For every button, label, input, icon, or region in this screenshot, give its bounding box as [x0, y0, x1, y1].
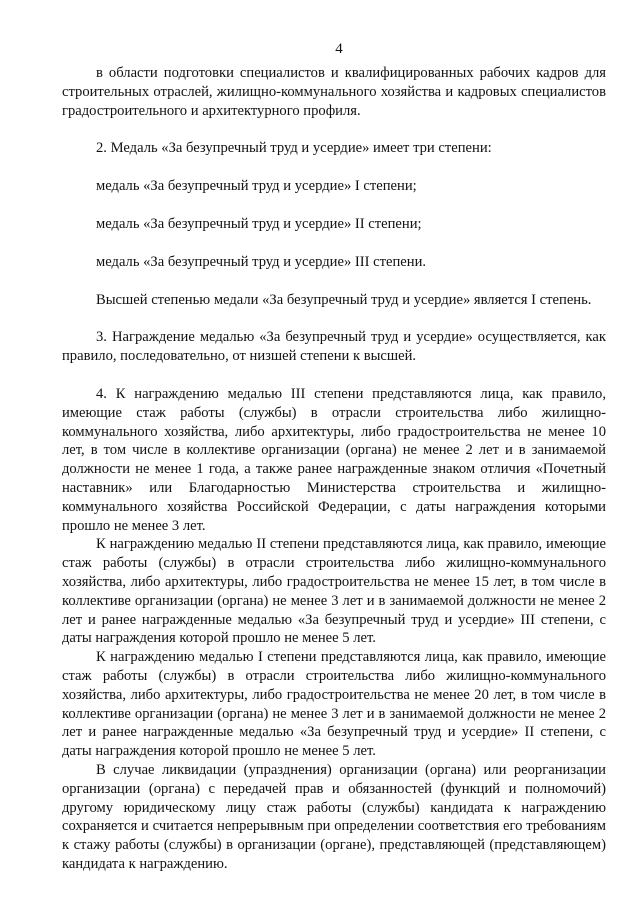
paragraph-highest-degree: Высшей степенью медали «За безупречный труд и усердие» является I степень. — [96, 291, 592, 308]
paragraph-degree-1: медаль «За безупречный труд и усердие» I степени; — [96, 178, 417, 195]
paragraph-liquidation: В случае ликвидации (упразднения) организации (органа) или реорганизации организации (органа) с передачей прав и обязанностей (функций и полномочий) другому юридическому лицу стаж работы (службы) кандидата к награждению сохраняется и считается непрерывным при определении соответствия его требованиям к стажу работы (службы) в организации (органе), представляющей (представляющем) кандидата к награждению. — [62, 761, 606, 872]
paragraph-item-2: 2. Медаль «За безупречный труд и усердие» имеет три степени: — [96, 140, 492, 157]
page-number: 4 — [335, 41, 343, 57]
paragraph-intro-continuation: в области подготовки специалистов и квалифицированных рабочих кадров для строительных отраслей, жилищно-коммунального хозяйства и кадровых специалистов градостроительного и архитектурного профиля. — [62, 65, 606, 119]
paragraph-degree-3: медаль «За безупречный труд и усердие» III степени. — [96, 253, 427, 270]
paragraph-item-3: 3. Награждение медалью «За безупречный труд и усердие» осуществляется, как правило, последовательно, от низшей степени к высшей. — [62, 329, 606, 365]
paragraph-degree-2-requirements: К награждению медалью II степени представляются лица, как правило, имеющие стаж работы (службы) в отрасли строительства либо жилищно-коммунального хозяйства, либо архитектуры, либо градостроительства не менее 15 лет, в том числе в коллективе организации (органа) не менее 3 лет и в занимаемой должности не менее 2 лет и ранее награжденные медалью «За безупречный труд и усердие» III степени, с даты награждения которой прошло не менее 5 лет. — [62, 536, 606, 647]
paragraph-degree-1-requirements: К награждению медалью I степени представляются лица, как правило, имеющие стаж работы (службы) в отрасли строительства либо жилищно-коммунального хозяйства, либо архитектуры, либо градостроительства не менее 20 лет, в том числе в коллективе организации (органа) не менее 3 лет и в занимаемой должности не менее 2 лет и ранее награжденные медалью «За безупречный труд и усердие» II степени, с даты награждения которой прошло не менее 5 лет. — [62, 649, 606, 760]
paragraph-item-4: 4. К награждению медалью III степени представляются лица, как правило, имеющие стаж работы (службы) в отрасли строительства либо жилищно-коммунального хозяйства, либо архитектуры, либо градостроительства не менее 10 лет, в том числе в коллективе организации (органа) не менее 2 лет и в занимаемой должности не менее 1 года, а также ранее награжденные знаком отличия «Почетный наставник» или Благодарностью Министерства строительства и жилищно-коммунального хозяйства Российской Федерации, с даты награждения которыми прошло не менее 3 лет. — [62, 385, 606, 534]
paragraph-degree-2: медаль «За безупречный труд и усердие» II степени; — [96, 215, 422, 232]
